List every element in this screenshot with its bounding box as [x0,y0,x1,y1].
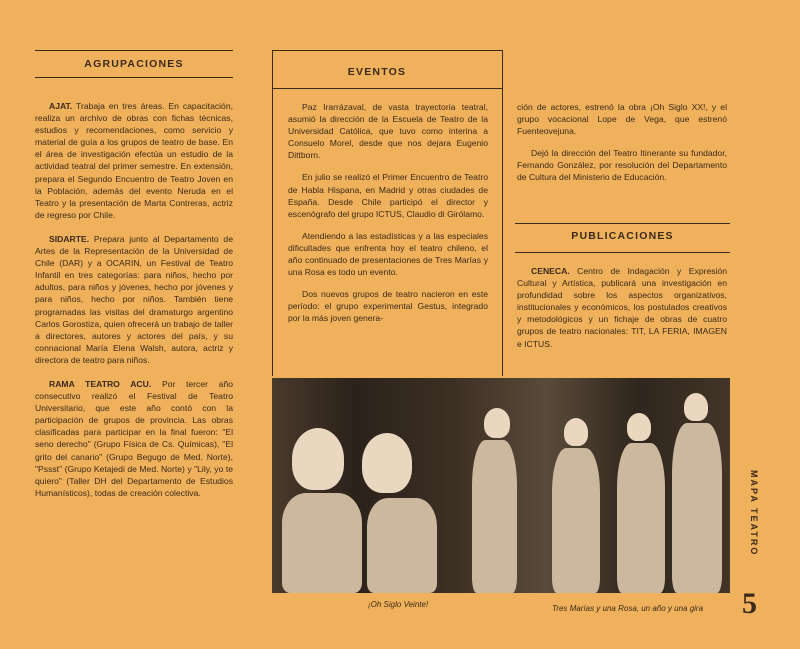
section-title-agrupaciones: AGRUPACIONES [84,58,184,70]
actor-figure-1 [282,493,362,593]
paragraph-sidarte: SIDARTE. Prepara junto al Departamento de Artes de la Representación de la Universidad de Chile (DAR) y a OCARIN, un Festival de Teatro Infantil en tres categorías: para niños, hecho por adultos, para niños y jóvenes, hecho por jóvenes y para niños, hecho por niños. También tiene programadas las visitas del dramaturgo argentino Carlos Gorostiza, quien ofrecerá un trabajo de taller a directores, autores y actores del país, y su connacional María Elena Walsh, autora, actriz y directora de teatro para niños. [35,233,233,365]
actor-figure-4 [552,448,600,593]
paragraph-rama-teatro: RAMA TEATRO ACU. Por tercer año consecutivo realizó el Festival de Teatro Universitario, que este año contó con la participación de grupos de provincia. Las obras clasificadas para participar en la final fueron: "El seno derecho" (Grupo Física de Cs. Químicas), "El grito del canario" (Grupo Begugo de Med. Norte), "Pssst" (Grupo Ketajedi de Med. Norte) y "Lily, yo te quiero" (Taller DH del Departamento de Estudios Humanísticos), todas de creación colectiva. [35,378,234,498]
actor-face-5 [627,413,651,441]
page-number: 5 [742,587,757,620]
actor-figure-5 [617,443,665,593]
column-agrupaciones [35,100,233,509]
paragraph-encuentro: En julio se realizó el Primer Encuentro de Teatro de Habla Hispana, en Madrid y otras ciudades de España. Desde Chile participó el director y escenógrafo del grupo ICTUS, Claudio di Girólamo. [288,172,488,219]
paragraph-nuevos-grupos: Dos nuevos grupos de teatro nacieron en este período: el grupo experimental Gestus, integrado por la más joven genera- [288,289,488,324]
caption-left: ¡Oh Siglo Veinte! [368,600,429,609]
rule-top-agrupaciones [35,50,233,51]
rule-bottom-eventos [272,88,502,89]
rule-top-publicaciones [515,223,730,224]
sidebar-mapa-teatro: MAPA TEATRO [749,470,759,557]
actor-figure-6 [672,423,722,593]
actor-figure-2 [367,498,437,593]
rule-bottom-agrupaciones [35,77,233,78]
actor-face-3 [484,408,510,438]
theater-photo [272,378,730,593]
section-title-eventos: EVENTOS [347,66,407,78]
paragraph-irarrazaval: Paz Irarrázaval, de vasta trayectoria teatral, asumió la dirección de la Escuela de Teatro de la Universidad Católica, que tuvo como interina a Consuelo Morel, desde que nos dejara Eugenio Dittborn. [288,102,488,161]
actor-face-1 [292,428,344,490]
section-title-publicaciones: PUBLICACIONES [571,230,674,242]
column-eventos-cont [517,101,727,194]
actor-figure-3 [472,440,517,593]
actor-face-2 [362,433,412,493]
paragraph-estadisticas: Atendiendo a las estadísticas y a las especiales dificultades que enfrenta hoy el teatro chileno, el año continuado de presentaciones de Tres Marías y una Rosa es todo un evento. [288,230,488,278]
paragraph-itinerante: Dejó la dirección del Teatro Itinerante su fundador, Fernando González, por resolución del Departamento de Cultura del Ministerio de Educación. [517,148,727,183]
rule-divider-col3 [502,50,503,376]
rule-left-eventos [272,50,273,376]
paragraph-ceneca: CENECA. Centro de Indagación y Expresión Cultural y Artística, publicará una investigación en profundidad sobre los aspectos organizativos, institucionales y económicos, los postulados creativos y metodológicos y un fichaje de obras de cuatro grupos de teatro nacionales: TIT, LA FERIA, IMAGEN e ICTUS. [517,266,727,349]
column-eventos [288,101,488,335]
rule-bottom-publicaciones [515,252,730,253]
rule-top-eventos [272,50,502,51]
actor-face-6 [684,393,708,421]
paragraph-gestus: ción de actores, estrenó la obra ¡Oh Siglo XX!, y el grupo vocacional Lope de Vega, que estrenó Fuenteovejuna. [517,102,727,137]
caption-right: Tres Marías y una Rosa, un año y una gira [552,604,704,613]
paragraph-ajat: AJAT. Trabaja en tres áreas. En capacitación, realiza un archivo de obras con fichas técnicas, estudios y recomendaciones, como servicio y material de guía a los grupos de teatro de base. En el área de investigación efectúa un estudio de la actividad teatral del primer semestre. En extensión, prepara el Segundo Encuentro de Teatro Joven en la Población, además del evento Neruda en el Teatro y la presentación de Marta Contreras, actriz de regreso por Chile. [35,101,234,220]
actor-face-4 [564,418,588,446]
column-publicaciones [517,265,727,360]
